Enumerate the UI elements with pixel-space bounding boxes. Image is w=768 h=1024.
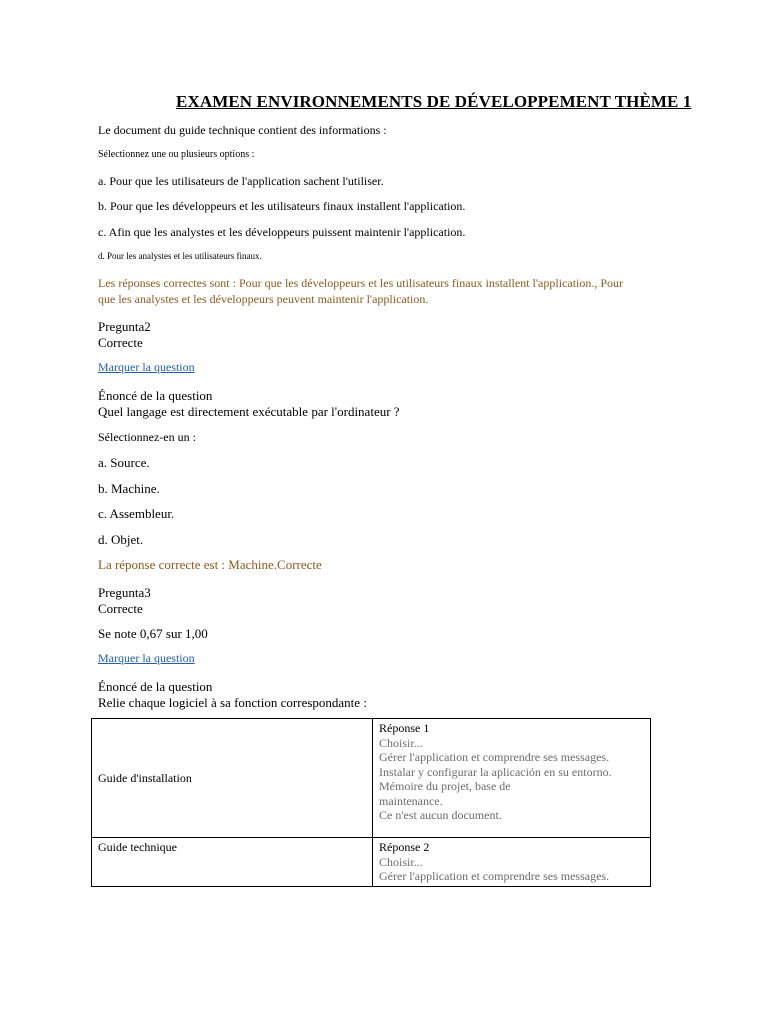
q1-option-c[interactable]: c. Afin que les analystes et les développeurs puissent maintenir l'application. — [98, 225, 466, 239]
q3-text: Relie chaque logiciel à sa fonction correspondante : — [98, 695, 367, 710]
q1-intro: Le document du guide technique contient des informations : — [98, 123, 387, 137]
q2-option-d[interactable]: d. Objet. — [98, 532, 144, 547]
q3-heading: Énoncé de la question — [98, 679, 213, 694]
answer-cell — [373, 838, 651, 887]
row-label: Guide d'installation — [92, 719, 373, 838]
answer-label: Réponse 2 — [379, 840, 430, 854]
q1-option-d[interactable]: d. Pour les analystes et les utilisateurs finaux. — [98, 251, 262, 261]
q3-flag-link[interactable]: Marquer la question — [98, 651, 195, 665]
select-option[interactable]: Choisir... — [379, 854, 423, 869]
answer-select[interactable] — [379, 721, 644, 823]
q1-option-a[interactable]: a. Pour que les utilisateurs de l'application sachent l'utiliser. — [98, 174, 384, 188]
q1-option-b[interactable]: b. Pour que les développeurs et les utilisateurs finaux installent l'application. — [98, 199, 466, 213]
q2-option-a[interactable]: a. Source. — [98, 455, 150, 470]
q3-label: Pregunta3 — [98, 585, 151, 600]
select-option[interactable]: Mémoire du projet, base de — [379, 779, 511, 793]
q2-feedback: La réponse correcte est : Machine.Correcte — [98, 557, 322, 572]
answer-select[interactable] — [379, 840, 644, 884]
q2-text: Quel langage est directement exécutable par l'ordinateur ? — [98, 404, 400, 419]
q3-grade: Se note 0,67 sur 1,00 — [98, 626, 208, 641]
select-option[interactable]: Gérer l'application et comprendre ses messages. — [379, 750, 610, 764]
q2-status: Correcte — [98, 335, 143, 350]
q1-feedback-line2: que les analystes et les développeurs peuvent maintenir l'application. — [98, 292, 429, 306]
q2-option-c[interactable]: c. Assembleur. — [98, 506, 175, 521]
table-row — [92, 838, 651, 887]
q1-instruction: Sélectionnez une ou plusieurs options : — [98, 149, 255, 160]
page-title: EXAMEN ENVIRONNEMENTS DE DÉVELOPPEMENT THÈME 1 — [176, 92, 692, 111]
answer-cell — [373, 719, 651, 838]
table-row — [92, 719, 651, 838]
select-option[interactable]: Ce n'est aucun document. — [379, 808, 502, 822]
q1-feedback-line1: Les réponses correctes sont : Pour que les développeurs et les utilisateurs finaux installent l'application., Pour — [98, 276, 624, 290]
q2-flag-link[interactable]: Marquer la question — [98, 360, 195, 374]
select-option[interactable]: Instalar y configurar la aplicación en su entorno. — [379, 764, 612, 779]
q2-heading: Énoncé de la question — [98, 388, 213, 403]
matching-table — [91, 718, 651, 887]
answer-label: Réponse 1 — [379, 721, 430, 735]
q2-option-b[interactable]: b. Machine. — [98, 481, 160, 496]
select-option[interactable]: Gérer l'application et comprendre ses messages. — [379, 869, 610, 883]
row-label: Guide technique — [92, 838, 373, 887]
select-option[interactable]: maintenance. — [379, 793, 443, 808]
q2-instruction: Sélectionnez-en un : — [98, 430, 196, 444]
q2-label: Pregunta2 — [98, 319, 151, 334]
q3-status: Correcte — [98, 601, 143, 616]
select-option[interactable]: Choisir... — [379, 735, 423, 750]
